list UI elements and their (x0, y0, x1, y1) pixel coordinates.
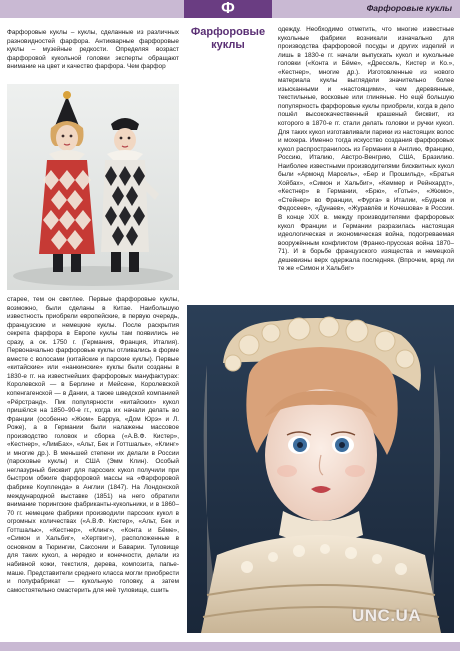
section-letter: Ф (184, 0, 272, 18)
watermark: UNC.UA (352, 606, 422, 625)
article-right-column (278, 26, 454, 274)
right-column-text: одежду. Необходимо отметить, что многие известные кукольные фабрики возникали изначально для производства фарфоровой посуды и других изделий и лишь в 1830-е гг. начали выпускать кукол и кукольные головки («Конта и Бёме», «Дрессель, Кистер и Ко.», «Кестнер», многие др.). Изготовленные из нового материала куклы выглядели значительно более изысканными и «настоящими», чем деревянные, текстильные, восковые или глиняные. Но ещё большую популярность фарфоровые куклы приобрели, когда в дело пошёл высококачественный крашеный бисквит, из которого в 1870-е гг. стали делать головки и ручки кукол. Для таких кукол изготавливали парики из настоящих волос и мохера. Именно тогда искусство создания фарфоровых кукол распространилось из Германии в Англию, Францию, Россию, Италию, Австро-Венгрию, США, Бразилию. Наиболее известными производителями бисквитных кукол были «Армонд Марсель», «Бер и Прошильд», «Братья Хойбах», «Симон и Хальбиг», «Кеммер и Рейнхардт», «Кестнер» в Германии, «Брю», «Готье», «Жюмо», «Стейнер» во Франции, «Фурга» в Италии, «Буднов и Федосеев», «Дунаев», «Журавлёв и Кочешова» в России. В конце XIX в. между производителями фарфоровых кукол Франции и Германии разразилась настоящая идеологическая и экономическая война, подогреваемая вооружённым конфликтом (Франко-прусская война 1870–71). И в борьбе французского изящества и немецкой дешевизны верх одержала последняя. (Впрочем, вряд ли те же «Симон и Хальбиг» (278, 26, 454, 273)
body-text: старее, тем он светлее. Первые фарфоровые куклы, возможно, были сделаны в Китае. Наибольшую известность приобрели европейские, в первую очередь, французские и немецкие куклы. После раскрытия секрета фарфора в Европе куклы там появились не сразу, а ок. 1750 г. (Германия, Франция, Италия). Первоначально фарфоровые куклы отливались в форме вместе с волосами (китайские и парские куклы). Первые «китайские» или «нанкинские» куклы были созданы в 1830-е гг. на известнейших фарфоровых мануфактурах: Королевской — в Берлине и Мейсене, Королевской копенгагенской — в Дании, а также шведской компанией «Рёрстранд». Пик популярности «китайских» кукол пришёлся на 1850–90-е гг., когда их начали делать во Франции (особенно «Жюм» Барруа, «Дом Юрэ» и Л. Роже), а в Германии были налажены массовое производство головок и сборка («А.В.Ф. Кистер», «Кестнер», «ЛимБах», «Альт, Бек и Готтшальк», «Клинг» и многие др.). В меньшей степени их делали в России (парсковые куклы) и США (Эмм Клин). Особый неглазурный бисквит для парсских кукол получили при быстром обжиге фарфоровой массы на «Фарфоровой фабрике Коупленда» в Англии (1847). На Лондонской международной выставке (1851) на него обратили внимание тюрингские фабриканты-кукольники, и в 1860–70 гг. немецкие фабрики производили парсских кукол в огромных количествах («А.В.Ф. Кистер», «Альт, Бек и Готтшальк», «Кестнер», «Клинг», «Конта и Бёме», «Симон и Хальбиг», «Хертвиг»), расположенные в основном в Тюрингии, Саксонии и Баварии. Туловище для таких кукол, а нередко и конечности, делали из набивной кожи, текстиля, дерева, композита, папье-маше. Представители среднего класса могли приобрести и полуфабрикат — кукольную головку, а затем самостоятельно смастерить для неё туловище, сшить (7, 296, 179, 594)
intro-text: Фарфоровые куклы – куклы, сделанные из различных разновидностей фарфора. Антикварные фарфоровые куклы – музейные редкости. Определяя возраст фарфоровой кукольной головки эксперты обращают внимание на цвет и качество фарфора. Чем фарфор (7, 29, 179, 71)
photo-bride-doll (187, 305, 454, 633)
section-title: Фарфоровые куклы (366, 3, 452, 13)
footer-bar (0, 642, 460, 651)
photo-pierrot-dolls (7, 84, 179, 290)
article-intro (7, 29, 179, 72)
article-body (7, 296, 179, 595)
article-title: Фарфоровые куклы (190, 26, 266, 51)
